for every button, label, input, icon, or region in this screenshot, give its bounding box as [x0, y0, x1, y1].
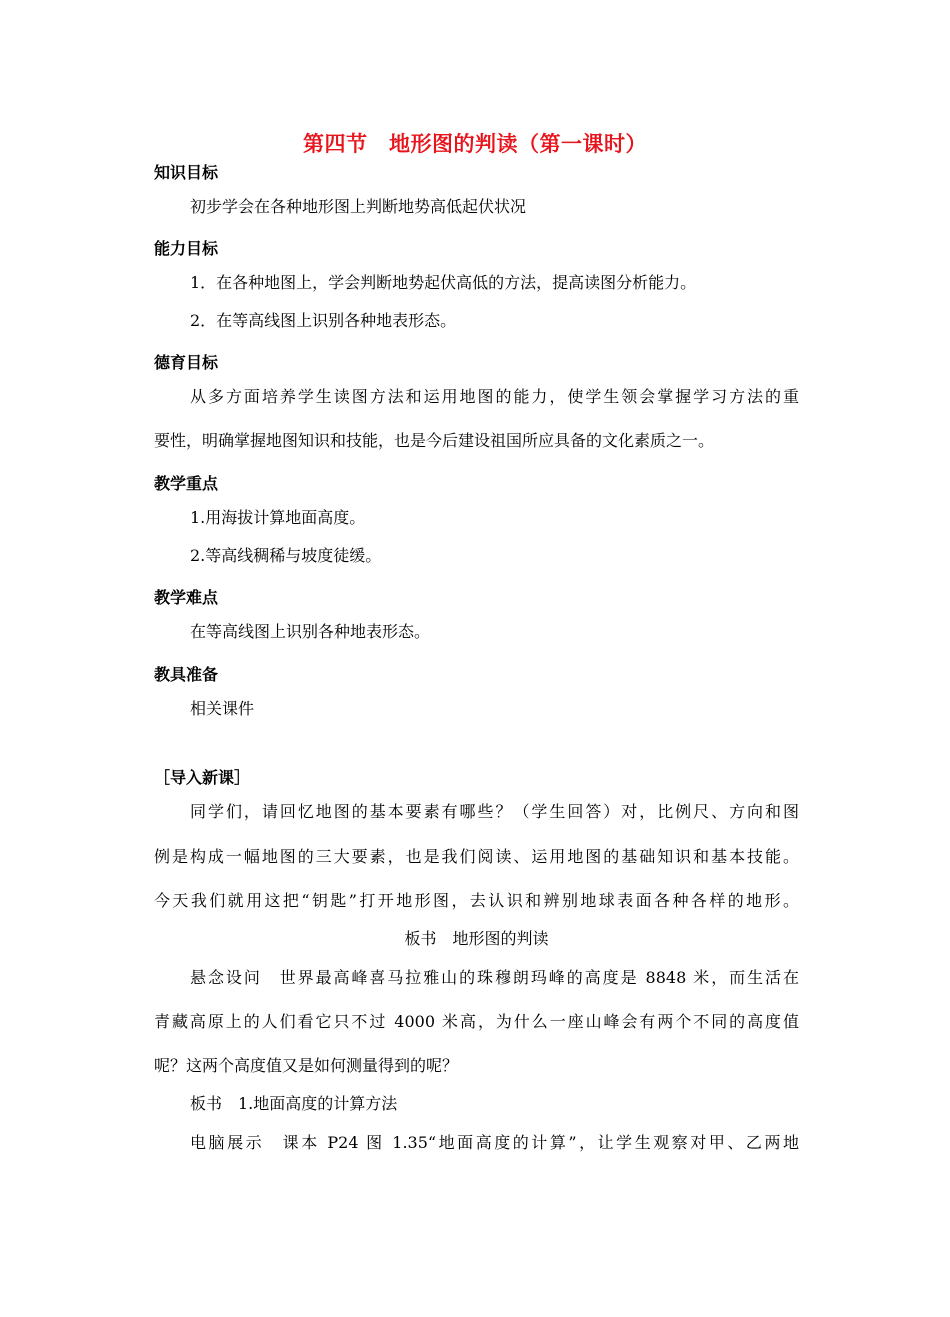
knowledge-heading: 知识目标	[154, 163, 219, 182]
difficulty-body: 在等高线图上识别各种地表形态。	[190, 622, 431, 641]
display-line: 电脑展示 课本 P24 图 1.35“地面高度的计算”，让学生观察对甲、乙两地	[190, 1133, 799, 1152]
intro-heading: ［导入新课］	[154, 768, 251, 787]
intro-line-1: 同学们，请回忆地图的基本要素有哪些？（学生回答）对，比例尺、方向和图	[190, 802, 799, 821]
tools-body: 相关课件	[190, 699, 255, 718]
key-points-heading: 教学重点	[154, 474, 219, 493]
moral-line-2: 要性，明确掌握地图知识和技能，也是今后建设祖国所应具备的文化素质之一。	[154, 431, 715, 450]
knowledge-body: 初步学会在各种地形图上判断地势高低起伏状况	[190, 197, 527, 216]
suspense-line-2: 青藏高原上的人们看它只不过 4000 米高，为什么一座山峰会有两个不同的高度值	[154, 1012, 799, 1031]
key-point-1: 1.用海拔计算地面高度。	[190, 508, 366, 527]
key-point-2: 2.等高线稠稀与坡度徒缓。	[190, 546, 382, 565]
intro-line-2: 例是构成一幅地图的三大要素，也是我们阅读、运用地图的基础知识和基本技能。	[154, 847, 799, 866]
ability-item-1: 1．在各种地图上，学会判断地势起伏高低的方法，提高读图分析能力。	[190, 273, 697, 292]
suspense-line-1: 悬念设问 世界最高峰喜马拉雅山的珠穆朗玛峰的高度是 8848 米，而生活在	[190, 968, 799, 987]
suspense-line-3: 呢？这两个高度值又是如何测量得到的呢？	[154, 1056, 459, 1075]
ability-item-2: 2．在等高线图上识别各种地表形态。	[190, 311, 457, 330]
ability-heading: 能力目标	[154, 239, 219, 258]
board-heading-2: 板书 1.地面高度的计算方法	[190, 1094, 398, 1113]
difficulty-heading: 教学难点	[154, 588, 219, 607]
tools-heading: 教具准备	[154, 665, 219, 684]
intro-line-3: 今天我们就用这把“钥匙”打开地形图，去认识和辨别地球表面各种各样的地形。	[154, 891, 799, 910]
moral-line-1: 从多方面培养学生读图方法和运用地图的能力，使学生领会掌握学习方法的重	[190, 387, 799, 406]
board-heading-1: 板书 地形图的判读	[404, 929, 549, 948]
document-title: 第四节 地形图的判读（第一课时）	[303, 132, 647, 156]
moral-heading: 德育目标	[154, 353, 219, 372]
